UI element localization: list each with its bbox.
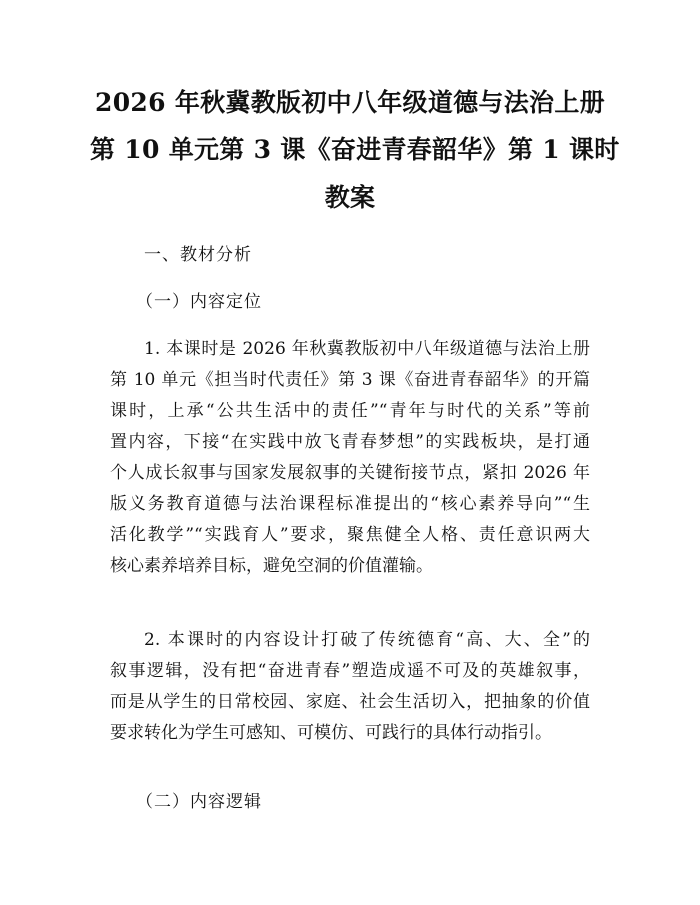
subsection-heading-content-positioning: （一）内容定位	[136, 292, 262, 312]
paragraph-1	[110, 334, 590, 582]
paragraph-1-line-5: 个人成长叙事与国家发展叙事的关键衔接节点，紧扣 2026 年	[110, 463, 590, 483]
paragraph-1-line-7: 活化教学”“实践育人”要求，聚焦健全人格、责任意识两大	[110, 525, 590, 545]
document-title-line-1: 2026 年秋冀教版初中八年级道德与法治上册	[95, 88, 605, 117]
paragraph-1-line-8: 核心素养培养目标，避免空洞的价值灌输。	[110, 556, 433, 576]
paragraph-2-line-4: 要求转化为学生可感知、可模仿、可践行的具体行动指引。	[110, 723, 552, 743]
paragraph-1-line-1: 1. 本课时是 2026 年秋冀教版初中八年级道德与法治上册	[144, 339, 590, 359]
paragraph-1-line-6: 版义务教育道德与法治课程标准提出的“核心素养导向”“生	[110, 494, 590, 514]
document-title-line-2: 第 10 单元第 3 课《奋进青春韶华》第 1 课时	[90, 135, 620, 164]
subsection-heading-content-logic: （二）内容逻辑	[136, 792, 262, 812]
section-heading-textbook-analysis: 一、教材分析	[144, 245, 252, 265]
paragraph-1-line-3: 课时，上承“公共生活中的责任”“青年与时代的关系”等前	[110, 401, 590, 421]
paragraph-2-line-1: 2. 本课时的内容设计打破了传统德育“高、大、全”的	[144, 630, 590, 650]
paragraph-2	[110, 625, 590, 749]
paragraph-1-line-4: 置内容，下接“在实践中放飞青春梦想”的实践板块，是打通	[110, 432, 590, 452]
paragraph-2-line-3: 而是从学生的日常校园、家庭、社会生活切入，把抽象的价值	[110, 692, 590, 712]
document-title-line-3: 教案	[324, 183, 376, 212]
paragraph-1-line-2: 第 10 单元《担当时代责任》第 3 课《奋进青春韶华》的开篇	[110, 370, 590, 390]
paragraph-2-line-2: 叙事逻辑，没有把“奋进青春”塑造成遥不可及的英雄叙事，	[110, 661, 590, 681]
